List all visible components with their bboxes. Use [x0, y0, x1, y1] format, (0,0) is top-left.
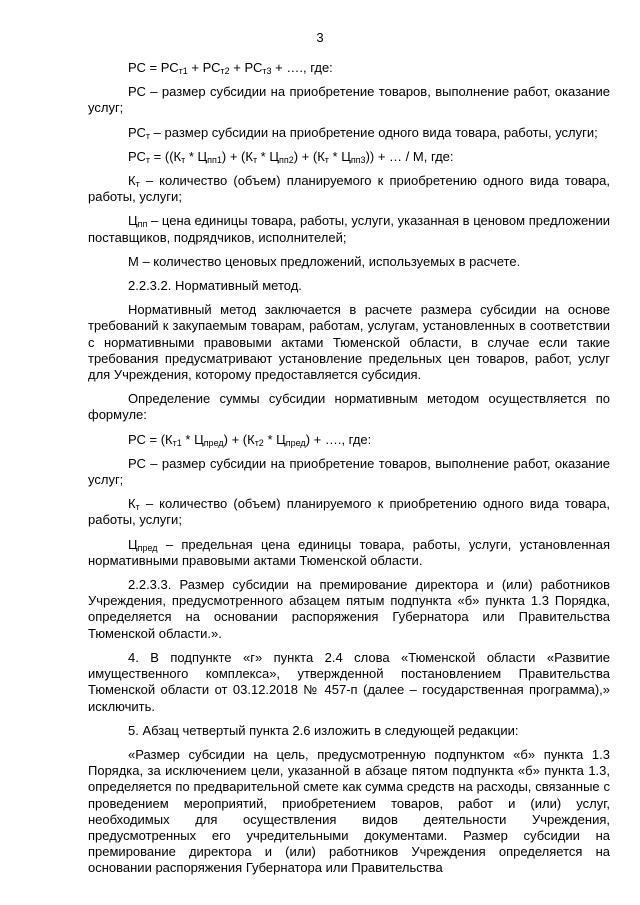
body-paragraph: «Размер субсидии на цель, предусмотренную подпунктом «б» пункта 1.3 Порядка, за исключением цели, указанной в абзаце пятом подпункта «б» пункта 1.3, определяется по предварительной смете как сумма средств на расходы, связанные с проведением мероприятий, приобретением товаров, работ и (или) услуг, необходимых для осуществления видов деятельности Учреждения, предусмотренных его учредительными документами. Размер субсидии на премирование директора и (или) работников Учреждения определяется на основании распоряжения Губернатора или Правительства: [88, 746, 610, 876]
definition-paragraph: $К_т$ – количество (объем) планируемого к приобретению одного вида товара, работы, услуги;: [88, 173, 610, 205]
body-paragraph: 5. Абзац четвертый пункта 2.6 изложить в следующей редакции:: [128, 722, 519, 738]
definition-paragraph: $Ц_{пп}$ – цена единицы товара, работы, услуги, указанная в ценовом предложении поставщиков, подрядчиков, исполнителей;: [88, 213, 610, 245]
definition-paragraph: $К_т$ – количество (объем) планируемого к приобретению одного вида товара, работы, услуги;: [88, 496, 610, 528]
definition-paragraph: РС – размер субсидии на приобретение товаров, выполнение работ, оказание услуг;: [88, 455, 610, 488]
formula-paragraph: $РС_т = ((К_т * Ц_{пп1}) + (К_т * Ц_{пп2}) + (К_т * Ц_{пп3}))$ + … / М, где:: [128, 148, 454, 165]
formula-paragraph: РС = $(К_{т1} * Ц_{пред}) + (К_{т2} * Ц_{пред})$ + …., где:: [128, 431, 372, 448]
definition-paragraph: РС – размер субсидии на приобретение товаров, выполнение работ, оказание услуг;: [88, 84, 610, 116]
page-number: 3: [316, 30, 324, 45]
body-paragraph: Нормативный метод заключается в расчете размера субсидии на основе требований к закупаемым товарам, работам, услугам, установленных в соответствии с нормативными правовыми актами Тюменской области, в случае если такие требования предусматривают установление предельных цен товаров, работ, услуг для Учреждения, которому предоставляется субсидия.: [88, 302, 610, 383]
body-paragraph: Определение суммы субсидии нормативным методом осуществляется по формуле:: [88, 391, 610, 423]
body-paragraph: 4. В подпункте «г» пункта 2.4 слова «Тюменской области «Развитие имущественного комплекса», утвержденной постановлением Правительства Тюменской области от 03.12.2018 № 457-п (далее – государственная программа),» исключить.: [88, 649, 610, 714]
section-heading: 2.2.3.2. Нормативный метод.: [128, 278, 302, 294]
definition-paragraph: $Ц_{пред}$ – предельная цена единицы товара, работы, услуги, установленная нормативными правовыми актами Тюменской области.: [88, 536, 610, 568]
definition-paragraph: М – количество ценовых предложений, используемых в расчете.: [128, 253, 521, 269]
body-paragraph: 2.2.3.3. Размер субсидии на премирование директора и (или) работников Учреждения, предусмотренного абзацем пятым подпункта «б» пункта 1.3 Порядка, определяется на основании распоряжения Губернатора или Правительства Тюменской области.».: [88, 577, 610, 641]
formula-paragraph: РС = $РС_{т1} + РС_{т2} + РС_{т3}$ + …., где:: [128, 60, 333, 76]
definition-paragraph: $РС_т$ – размер субсидии на приобретение одного вида товара, работы, услуги;: [128, 124, 598, 141]
document-body: [88, 60, 610, 877]
